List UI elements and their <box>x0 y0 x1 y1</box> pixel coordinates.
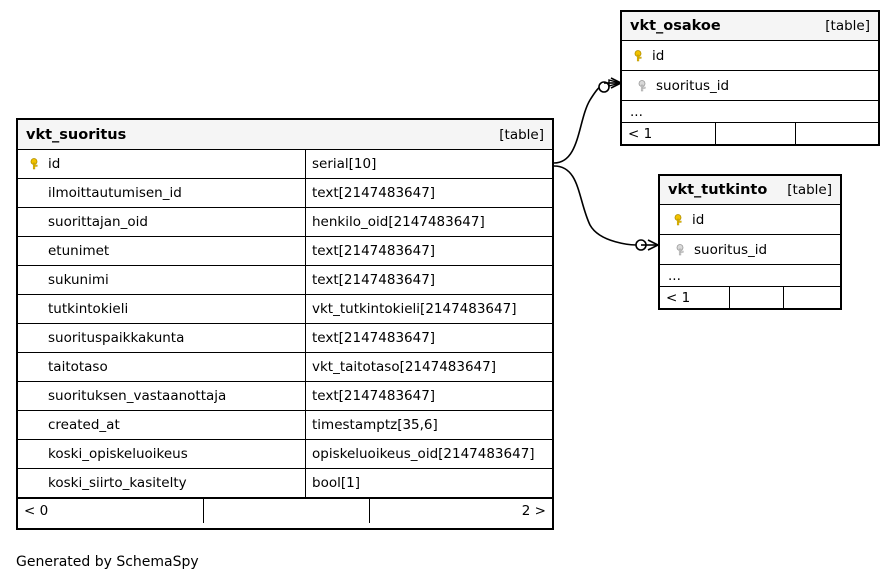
column-name: koski_opiskeluoikeus <box>48 446 188 462</box>
column-name-cell <box>660 205 840 234</box>
column-name-cell <box>660 235 840 264</box>
table-row[interactable] <box>660 205 840 235</box>
footer-parents-count[interactable]: < 0 <box>18 499 204 523</box>
table-title: vkt_osakoe <box>630 18 721 34</box>
column-name: suoritus_id <box>694 241 768 258</box>
footer-children-count[interactable] <box>796 123 878 144</box>
column-name: suorittajan_oid <box>48 214 148 230</box>
table-title: vkt_suoritus <box>26 126 127 143</box>
column-type: henkilo_oid[2147483647] <box>312 214 485 230</box>
edge-tutkinto-zero-marker <box>636 240 646 250</box>
column-name-cell <box>18 179 306 207</box>
table-row[interactable] <box>18 179 552 208</box>
column-name-cell <box>622 41 878 70</box>
footer-children-count[interactable] <box>784 287 840 308</box>
table-footer-vkt_suoritus <box>18 498 552 523</box>
table-row[interactable] <box>18 266 552 295</box>
column-type: vkt_taitotaso[2147483647] <box>312 359 497 375</box>
table-vkt_suoritus[interactable] <box>16 118 554 530</box>
foreign-key-icon <box>672 244 690 256</box>
table-row[interactable] <box>18 411 552 440</box>
table-row[interactable] <box>18 324 552 353</box>
column-type: text[2147483647] <box>312 185 436 201</box>
footer-parents-count[interactable]: < 1 <box>660 287 730 308</box>
table-row[interactable] <box>18 208 552 237</box>
table-row[interactable] <box>660 235 840 265</box>
column-name-cell <box>18 266 306 294</box>
more-columns-ellipsis[interactable]: ... <box>660 265 840 287</box>
column-name-cell <box>18 295 306 323</box>
column-name: suorituspaikkakunta <box>48 330 185 346</box>
footer-parents-count[interactable]: < 1 <box>622 123 716 144</box>
table-row[interactable] <box>622 71 878 101</box>
column-name-cell <box>18 208 306 236</box>
column-type: opiskeluoikeus_oid[2147483647] <box>312 446 535 462</box>
table-row[interactable] <box>18 469 552 498</box>
table-title: vkt_tutkinto <box>668 182 768 198</box>
column-name-cell <box>18 440 306 468</box>
table-row[interactable] <box>18 353 552 382</box>
edge-tutkinto-crowsfoot <box>648 240 658 250</box>
column-type: text[2147483647] <box>312 330 436 346</box>
column-name: suoritus_id <box>656 77 730 94</box>
column-name-cell <box>18 150 306 178</box>
table-tag: [table] <box>499 126 544 143</box>
column-type: serial[10] <box>312 156 377 172</box>
table-vkt_osakoe[interactable] <box>620 10 880 146</box>
column-name: id <box>48 156 61 172</box>
table-header-vkt_tutkinto <box>660 176 840 205</box>
table-row[interactable] <box>18 382 552 411</box>
column-type: bool[1] <box>312 475 360 491</box>
column-name: suorituksen_vastaanottaja <box>48 388 227 404</box>
table-header-vkt_osakoe <box>622 12 878 41</box>
footer-middle <box>730 287 784 308</box>
edge-osakoe-zero-marker <box>599 82 609 92</box>
column-name: etunimet <box>48 243 110 259</box>
column-name-cell <box>622 71 878 100</box>
primary-key-icon <box>630 50 648 62</box>
column-type: text[2147483647] <box>312 243 436 259</box>
column-name: created_at <box>48 417 120 433</box>
column-type: timestamptz[35,6] <box>312 417 438 433</box>
table-footer-vkt_tutkinto <box>660 287 840 308</box>
column-name: koski_siirto_kasitelty <box>48 475 187 491</box>
column-name: sukunimi <box>48 272 109 288</box>
table-footer-vkt_osakoe <box>622 123 878 144</box>
table-row[interactable] <box>18 150 552 179</box>
column-type: text[2147483647] <box>312 272 436 288</box>
primary-key-icon <box>26 158 44 170</box>
edge-suoritus-osakoe <box>554 87 600 163</box>
column-name-cell <box>18 411 306 439</box>
table-tag: [table] <box>787 182 832 198</box>
foreign-key-icon <box>634 80 652 92</box>
table-row[interactable] <box>18 295 552 324</box>
table-row[interactable] <box>18 237 552 266</box>
column-name-cell <box>18 382 306 410</box>
table-vkt_tutkinto[interactable] <box>658 174 842 310</box>
column-name: tutkintokieli <box>48 301 129 317</box>
column-type: vkt_tutkintokieli[2147483647] <box>312 301 517 317</box>
column-name: id <box>652 47 665 64</box>
footer-middle <box>204 499 370 523</box>
table-row[interactable] <box>622 41 878 71</box>
more-columns-ellipsis[interactable]: ... <box>622 101 878 123</box>
diagram-caption: Generated by SchemaSpy <box>16 554 199 570</box>
column-name-cell <box>18 324 306 352</box>
column-name-cell <box>18 353 306 381</box>
column-name: id <box>692 211 705 228</box>
table-row[interactable] <box>18 440 552 469</box>
column-name-cell <box>18 469 306 497</box>
primary-key-icon <box>670 214 688 226</box>
column-name: ilmoittautumisen_id <box>48 185 182 201</box>
column-type: text[2147483647] <box>312 388 436 404</box>
column-name: taitotaso <box>48 359 108 375</box>
table-tag: [table] <box>825 18 870 34</box>
column-name-cell <box>18 237 306 265</box>
edge-suoritus-tutkinto <box>554 166 637 245</box>
table-header-vkt_suoritus <box>18 120 552 150</box>
footer-children-count[interactable]: 2 > <box>521 503 546 519</box>
footer-middle <box>716 123 796 144</box>
